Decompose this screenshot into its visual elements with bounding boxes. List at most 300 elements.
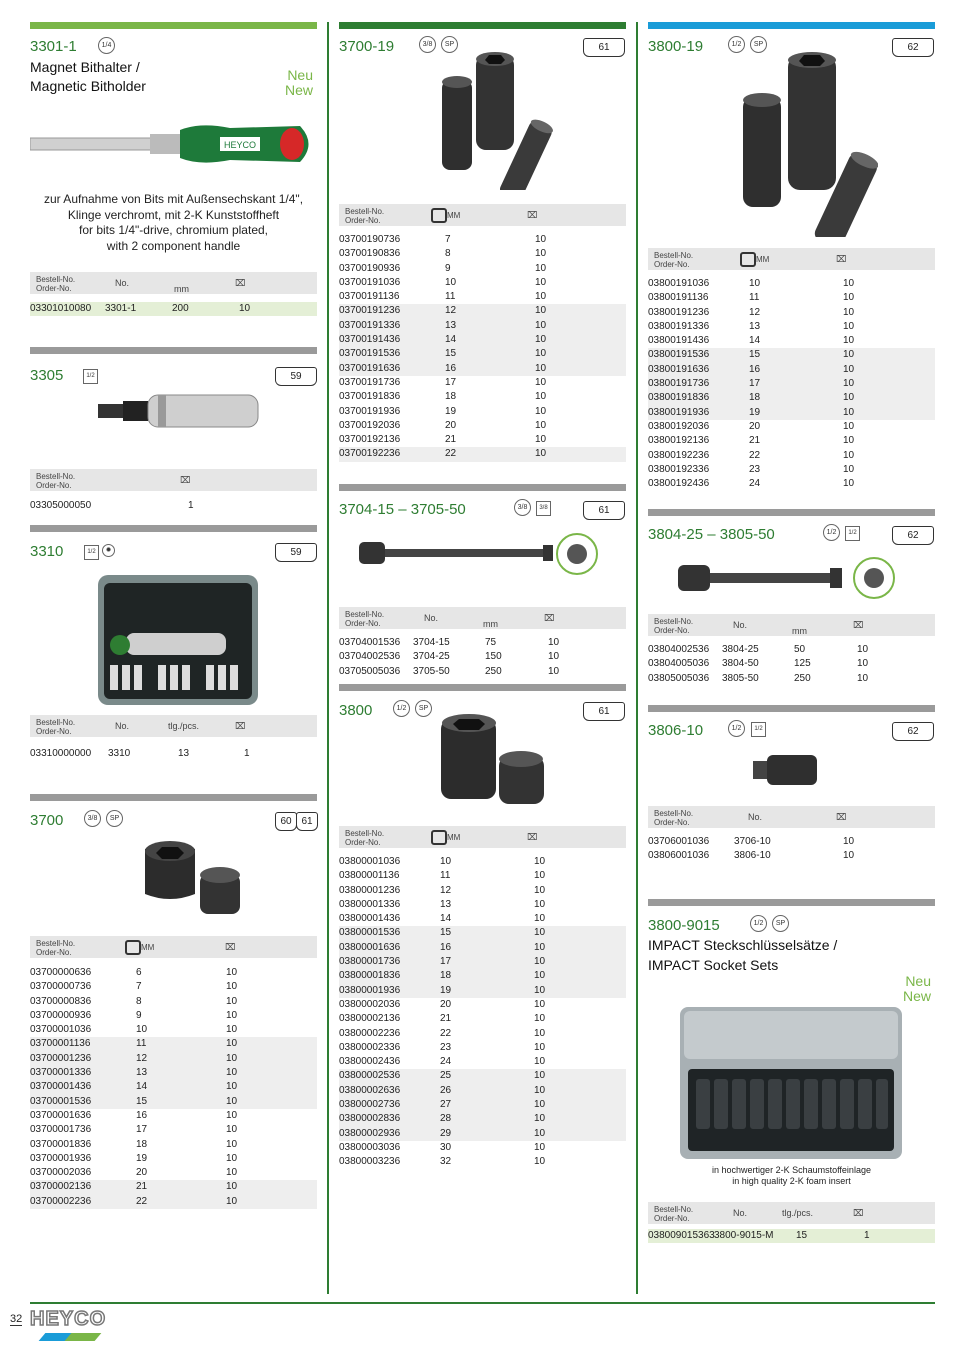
order-number: 03800001436 [339,913,401,925]
no-header: No. [424,613,439,623]
page-number: 32 [10,1313,23,1325]
table-row [339,233,626,247]
table-header [339,607,626,629]
order-number: 03700001436 [30,1081,92,1093]
column-divider-2 [636,22,638,1294]
cell-value: 18 [440,970,452,982]
book-ref: 61 [583,501,625,520]
pack-qty: 10 [534,984,546,996]
table-row [339,884,626,898]
table-header [339,826,626,848]
pack-qty: 10 [534,1027,546,1039]
product-title-de: IMPACT Steckschlüsselsätze / [648,937,838,953]
socket-set-case-image [680,1007,902,1159]
no-header: No. [733,620,748,630]
cell-value: 10 [440,856,452,867]
pack-qty: 10 [226,1009,238,1021]
product-code: 3310 [30,543,64,560]
pack-icon: ⌧ [527,832,538,842]
cell-value: 3804-25 [722,644,759,655]
table-rows [648,835,935,864]
pack-qty: 10 [226,1024,238,1036]
section-bar [30,794,317,801]
table-row [30,1180,317,1194]
order-number: 03800002736 [339,1099,401,1111]
cell-value: 150 [485,651,502,663]
table-row [339,390,626,404]
pack-qty: 10 [534,1141,546,1153]
pack-qty: 10 [226,1052,238,1064]
table-row [648,849,935,863]
table-row [30,1152,317,1166]
pack-qty: 10 [534,970,546,982]
cell-value: 11 [445,291,456,303]
pack-icon: ⌧ [544,613,555,623]
order-number: 03700001136 [30,1038,91,1050]
book-ref: 62 [892,38,934,57]
order-number: 03800001836 [339,970,401,982]
cell-value: 16 [749,363,761,375]
pack-qty: 10 [843,478,855,490]
order-number: 03700000636 [30,967,92,978]
cell-value: 21 [136,1181,148,1193]
cell-value: 250 [485,665,502,677]
cell-value: 3805-50 [722,672,759,684]
section-bar [648,899,935,906]
sp-badge: SP [415,700,432,717]
book-ref: 62 [892,722,934,741]
pack-qty: 10 [857,658,869,670]
table-row [30,1009,317,1023]
order-number: 03700001536 [30,1095,92,1107]
pack-qty: 10 [226,1081,238,1093]
table-row [339,1012,626,1026]
item-number: 3800-9015-M [714,1230,774,1241]
section-bar [648,509,935,516]
pack-icon: ⌧ [853,620,864,630]
bestell-label: Bestell-No. [654,251,694,260]
bestell-label: Bestell-No. [654,809,694,818]
new-text: New [284,82,313,98]
table-row [30,1166,317,1180]
book-ref: 61 [583,702,625,721]
bestell-label: Bestell-No. [36,939,76,948]
order-number: 03800001736 [339,956,401,968]
table-row [30,1095,317,1109]
product-title-en: IMPACT Socket Sets [648,957,779,973]
cell-value: 17 [440,956,452,968]
table-row [339,1098,626,1112]
pack-qty: 10 [226,1138,238,1150]
pack-qty: 10 [843,292,855,304]
cell-value: 11 [440,870,451,882]
order-number: 03800002436 [339,1056,401,1068]
cell-value: 15 [749,349,761,361]
drive-badge: 1/2 [84,545,99,560]
hex-mm-header [740,252,769,267]
cell-value: 14 [749,335,761,347]
cell-value: 20 [445,419,457,431]
order-number: 03700191736 [339,376,401,388]
pack-qty: 10 [535,305,547,317]
order-number: 03800192336 [648,463,710,475]
table-row [648,835,935,849]
order-number: 03704001536 [339,637,401,648]
pack-qty: 10 [226,1195,238,1207]
table-row [30,1066,317,1080]
cell-value: 3804-50 [722,658,759,670]
caption-en: in high quality 2-K foam insert [732,1176,851,1186]
order-label: Order-No. [345,838,381,847]
deep-socket-image [434,50,564,190]
cell-value: 19 [440,984,452,996]
table-rows [339,233,626,462]
table-row [339,941,626,955]
pack-qty: 10 [843,406,855,418]
order-number: 03800001536 [339,927,401,939]
order-number: 03700000836 [30,995,92,1007]
table-rows [648,277,935,491]
drive-badge: 1/2 [728,720,745,737]
order-number: 03700191236 [339,305,401,317]
cell-value: 14 [440,913,452,925]
cell-value: 18 [136,1138,148,1150]
logo-stripe-green [65,1333,102,1341]
drive-badge: 1/4 [98,37,115,54]
pack-qty: 10 [548,651,560,663]
section-3800-19 [648,22,935,492]
cell-value: 17 [445,376,457,388]
table-row [648,406,935,420]
book-ref-2: 61 [296,812,318,831]
section-3700-19 [339,22,626,467]
order-number: 03800191236 [648,306,710,318]
order-number: 03800001336 [339,898,401,910]
book-ref-1: 60 [275,812,297,831]
order-number: 03700191336 [339,319,401,331]
bestell-label: Bestell-No. [345,610,385,619]
svg-text:HEYCO: HEYCO [223,140,257,150]
order-label: Order-No. [36,727,72,736]
pack-qty: 10 [535,434,547,446]
order-number: 03800191536 [648,349,710,361]
pack-qty: 10 [534,998,546,1010]
section-3800 [339,684,626,1204]
table-row [339,898,626,912]
order-number: 03700190736 [339,234,401,245]
cell-value: 22 [445,448,457,460]
table-row [648,643,935,657]
heyco-logo: HEYCO [30,1308,107,1330]
book-ref: 59 [275,543,317,562]
desc-line-1: zur Aufnahme von Bits mit Außensechskant 1/4", [43,192,304,206]
no-header: No. [748,812,763,822]
cell-value: 15 [445,348,457,360]
order-number: 03800002236 [339,1027,401,1039]
cell-value: 8 [445,248,451,260]
order-number: 03700000936 [30,1009,92,1021]
new-label [903,974,931,1004]
pack-qty: 10 [239,303,251,314]
pack-qty: 10 [534,913,546,925]
order-label: Order-No. [345,619,381,628]
cell-value: 8 [136,995,142,1007]
table-row [339,955,626,969]
pack-icon: ⌧ [235,278,246,288]
order-number: 03800001136 [339,870,400,882]
pack-qty: 10 [535,391,547,403]
order-number: 03800002036 [339,998,401,1010]
table-row [339,926,626,940]
length-header: mm [174,284,189,294]
order-label: Order-No. [654,1214,690,1223]
pack-qty: 10 [843,463,855,475]
cell-value: 14 [445,334,457,346]
pack-qty: 10 [843,850,855,862]
pack-qty: 10 [534,941,546,953]
section-3301-1 [30,22,317,322]
order-number: 03700190936 [339,262,401,274]
table-row [339,319,626,333]
product-code: 3305 [30,367,64,384]
product-code: 3804-25 – 3805-50 [648,526,775,543]
order-number: 03700192236 [339,448,401,460]
pack-qty: 10 [226,1181,238,1193]
table-row [30,1138,317,1152]
bestell-label: Bestell-No. [345,207,385,216]
order-number: 03700001836 [30,1138,92,1150]
cell-value: 13 [136,1067,148,1079]
pack-qty: 10 [534,884,546,896]
pack-qty: 10 [534,1041,546,1053]
table-row [648,306,935,320]
pack-qty: 10 [857,672,869,684]
pack-qty: 10 [535,291,547,303]
table-header [648,806,935,828]
table-row [648,334,935,348]
order-number: 03804002536 [648,644,710,655]
table-row [339,362,626,376]
table-rows [339,855,626,1170]
desc-line-4: with 2 component handle [106,238,241,253]
cell-value: 9 [136,1009,142,1021]
section-3310 [30,525,317,765]
order-number: 03700191436 [339,334,401,346]
pack-qty: 1 [244,748,250,759]
pack-qty: 10 [843,278,855,289]
cell-value: 28 [440,1113,452,1125]
table-row [339,376,626,390]
cell-value: 23 [440,1041,452,1053]
cell-value: 19 [136,1152,148,1164]
cell-value: 15 [136,1095,148,1107]
cell-value: 50 [794,644,806,655]
order-number: 03805005036 [648,672,710,684]
cell-value: 12 [445,305,457,317]
no-header: No. [115,721,130,731]
order-number: 03800002836 [339,1113,401,1125]
pack-qty: 10 [535,419,547,431]
pack-qty: 10 [534,870,546,882]
pack-qty: 10 [535,376,547,388]
drive-badge: 3/8 [419,36,436,53]
hex-mm-header [125,940,154,955]
drive-badge: 1/2 [823,524,840,541]
cell-value: 14 [136,1081,148,1093]
pack-qty: 10 [534,898,546,910]
table-header [30,936,317,958]
order-number: 03310000000 [30,748,92,759]
book-ref: 59 [275,367,317,386]
extension-bar-image [678,555,898,605]
section-bar [339,484,626,491]
table-row [648,449,935,463]
table-row [339,1069,626,1083]
drive-badge-2: 1/2 [845,526,860,541]
cell-value: 20 [136,1167,148,1179]
table-row [648,477,935,491]
pack-qty: 10 [535,334,547,346]
cell-value: 75 [485,637,497,648]
order-number: 03700191636 [339,362,401,374]
cell-value: 21 [445,434,457,446]
cell-value: 24 [440,1056,452,1068]
pack-qty: 10 [226,981,238,993]
bestell-label: Bestell-No. [654,617,694,626]
extension-bar-image [359,530,599,580]
order-number: 03800002536 [339,1070,401,1082]
order-number: 03704002536 [339,651,401,663]
table-row [648,672,935,686]
cell-value: 3706-10 [734,836,771,847]
section-bar [30,22,317,29]
pack-icon: ⌧ [527,210,538,220]
table-row [339,333,626,347]
order-number: 03700190836 [339,248,401,260]
section-3305 [30,347,317,511]
table-row [30,995,317,1009]
order-number: 03700191136 [339,291,400,303]
order-number: 03700191836 [339,391,401,403]
order-number: 03800191336 [648,320,710,332]
order-number: 03700002136 [30,1181,92,1193]
table-row [339,347,626,361]
cell-value: 16 [440,941,452,953]
order-number: 03800002136 [339,1013,401,1025]
product-code: 3700 [30,812,64,829]
order-number: 03700001236 [30,1052,92,1064]
pack-qty: 10 [534,856,546,867]
drive-badge: 1/2 [728,36,745,53]
cell-value: 9 [445,262,451,274]
cell-value: 11 [749,292,760,304]
pack-qty: 10 [534,1013,546,1025]
order-number: 03800191736 [648,378,710,390]
cell-value: 24 [749,478,761,490]
order-number: 03700000736 [30,981,92,993]
cell-value: 22 [440,1027,452,1039]
pack-qty: 1 [188,500,194,511]
table-rows [339,636,626,679]
cell-value: 3704-15 [413,637,450,648]
table-row [339,636,626,650]
order-number: 03700001736 [30,1124,92,1136]
table-row [30,1123,317,1137]
sp-badge: SP [750,36,767,53]
cell-value: 6 [136,967,142,978]
pack-qty: 10 [843,306,855,318]
order-number: 03700001936 [30,1152,92,1164]
table-row [339,998,626,1012]
drive-badge-2: 3/8 [536,501,551,516]
order-number: 03800192436 [648,478,710,490]
book-ref: 61 [583,38,625,57]
hex-mm-header [431,208,460,223]
order-number: 03700191536 [339,348,401,360]
table-row [339,247,626,261]
pack-icon: ⌧ [235,721,246,731]
order-number: 03700191936 [339,405,401,417]
table-row [648,463,935,477]
order-number: 03800191436 [648,335,710,347]
pack-qty: 10 [843,335,855,347]
desc-line-2: Klinge verchromt, mit 2-K Kunststoffheft [67,207,280,222]
order-number: 03800002936 [339,1127,401,1139]
cell-value: 17 [136,1124,148,1136]
pack-icon: ⌧ [836,254,847,264]
section-bar [30,347,317,354]
table-header [339,204,626,226]
desc-line-3: for bits 1/4"-drive, chromium plated, [79,223,268,237]
table-rows [648,1229,935,1243]
product-code: 3704-15 – 3705-50 [339,501,466,518]
order-number: 03800191136 [648,292,709,304]
table-row [339,1127,626,1141]
cell-value: 29 [440,1127,452,1139]
caption-de: in hochwertiger 2-K Schaumstoffeinlage [712,1165,871,1175]
order-label: Order-No. [654,626,690,635]
cell-value: 13 [440,898,452,910]
table-row [339,1027,626,1041]
table-row [339,1141,626,1155]
table-row [339,665,626,679]
cell-value: 13 [749,320,761,332]
table-row [30,1037,317,1051]
order-label: Order-No. [36,948,72,957]
pack-qty: 10 [534,1127,546,1139]
table-rows [648,643,935,686]
table-row [339,447,626,461]
order-number: 03804005036 [648,658,710,670]
pack-qty: 10 [535,276,547,288]
pcs-value: 13 [178,748,190,759]
order-number: 03700001036 [30,1024,92,1036]
order-number: 03800003236 [339,1156,401,1168]
pack-qty: 10 [226,1167,238,1179]
cell-value: 10 [749,278,761,289]
length-header: mm [483,619,498,629]
product-title-de: Magnet Bithalter / [30,59,140,75]
sp-badge: SP [441,36,458,53]
table-header [30,272,317,294]
cell-value: 18 [445,391,457,403]
cell-value: 20 [749,420,761,432]
cell-value: 32 [440,1156,452,1168]
cell-value: 12 [749,306,761,318]
cell-value: 250 [794,672,811,684]
pack-qty: 10 [843,363,855,375]
pack-qty: 10 [534,1113,546,1125]
